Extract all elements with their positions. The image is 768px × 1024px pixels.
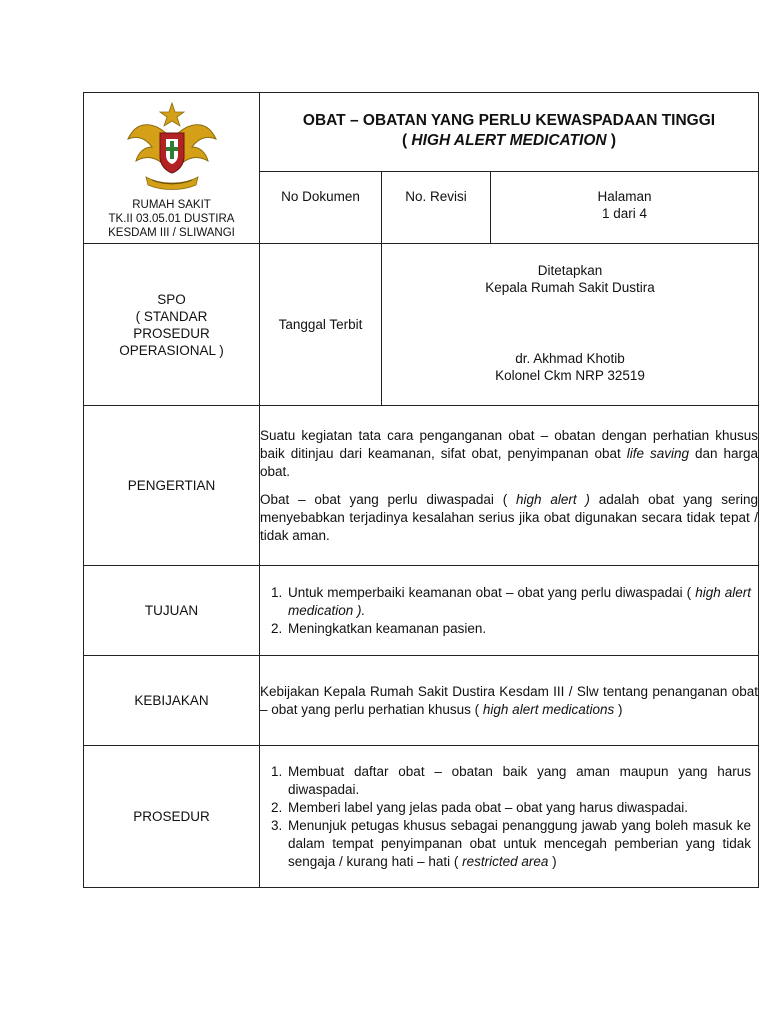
kebijakan-paragraph: Kebijakan Kepala Rumah Sakit Dustira Kesdam III / Slw tentang penanganan obat – obat yang perlu perhatian khusus ( high alert medications ) [260, 683, 759, 717]
pengertian-content [260, 406, 759, 566]
spo-line-2: ( STANDAR [135, 308, 208, 324]
kebijakan-content [260, 656, 759, 746]
list-item: 2. Memberi label yang jelas pada obat – obat yang harus diwaspadai. [286, 799, 751, 817]
organization-name [84, 198, 259, 240]
halaman-cell [491, 171, 759, 243]
list-item: 1. Membuat daftar obat – obatan baik yang aman maupun yang harus diwaspadai. [286, 763, 751, 799]
no-revisi-cell: No. Revisi [382, 171, 491, 243]
pengertian-paragraph-2: Obat – obat yang perlu diwaspadai ( high alert ) adalah obat yang sering menyebabkan terjadinya kesalahan serius jika obat digunakan secara tidak tepat / tidak aman. [260, 491, 759, 543]
tanggal-terbit-cell: Tanggal Terbit [260, 244, 382, 406]
halaman-label: Halaman [597, 188, 652, 204]
title-italic: HIGH ALERT MEDICATION [411, 132, 607, 149]
signer-rank: Kolonel Ckm NRP 32519 [495, 368, 645, 383]
spo-line-1: SPO [157, 291, 186, 307]
list-item: 1. Untuk memperbaiki keamanan obat – obat yang perlu diwaspadai ( high alert medication ). [286, 584, 751, 620]
prosedur-label: PROSEDUR [84, 746, 260, 888]
pengertian-paragraph-1: Suatu kegiatan tata cara penganganan obat – obatan dengan perhatian khusus baik ditinjau dari keamanan, sifat obat, penyimpanan obat life saving dan harga obat. [260, 427, 759, 479]
spo-line-3: PROSEDUR [133, 325, 210, 341]
hospital-logo-cell [84, 93, 260, 244]
spo-line-4: OPERASIONAL ) [119, 342, 224, 358]
pengertian-label: PENGERTIAN [84, 406, 260, 566]
document-title [260, 93, 759, 172]
org-line-3: KESDAM III / SLIWANGI [108, 227, 235, 239]
tujuan-list [260, 584, 751, 638]
title-line-2: ( HIGH ALERT MEDICATION ) [401, 132, 617, 149]
list-item: 3. Menunjuk petugas khusus sebagai penanggung jawab yang boleh masuk ke dalam tempat penyimpanan obat untuk mencegah pemberian yang tidak sengaja / kurang hati – hati ( restricted area ) [286, 817, 751, 871]
prosedur-list [260, 763, 751, 871]
approval-cell [382, 244, 759, 406]
ditetapkan-label: Ditetapkan [537, 263, 603, 278]
title-line-1: OBAT – OBATAN YANG PERLU KEWASPADAAN TINGGI [302, 112, 716, 129]
org-line-1: RUMAH SAKIT [132, 199, 211, 211]
tujuan-content [260, 566, 759, 656]
list-item: 2. Meningkatkan keamanan pasien. [286, 620, 751, 638]
halaman-value: 1 dari 4 [601, 205, 648, 221]
spo-document-table [83, 92, 759, 888]
org-line-2: TK.II 03.05.01 DUSTIRA [108, 213, 235, 225]
tujuan-label: TUJUAN [84, 566, 260, 656]
kepala-label: Kepala Rumah Sakit Dustira [485, 280, 655, 295]
spo-label-cell [84, 244, 260, 406]
hospital-emblem-icon [124, 99, 220, 194]
signer-name: dr. Akhmad Khotib [515, 351, 625, 366]
prosedur-content [260, 746, 759, 888]
kebijakan-label: KEBIJAKAN [84, 656, 260, 746]
no-dokumen-cell: No Dokumen [260, 171, 382, 243]
